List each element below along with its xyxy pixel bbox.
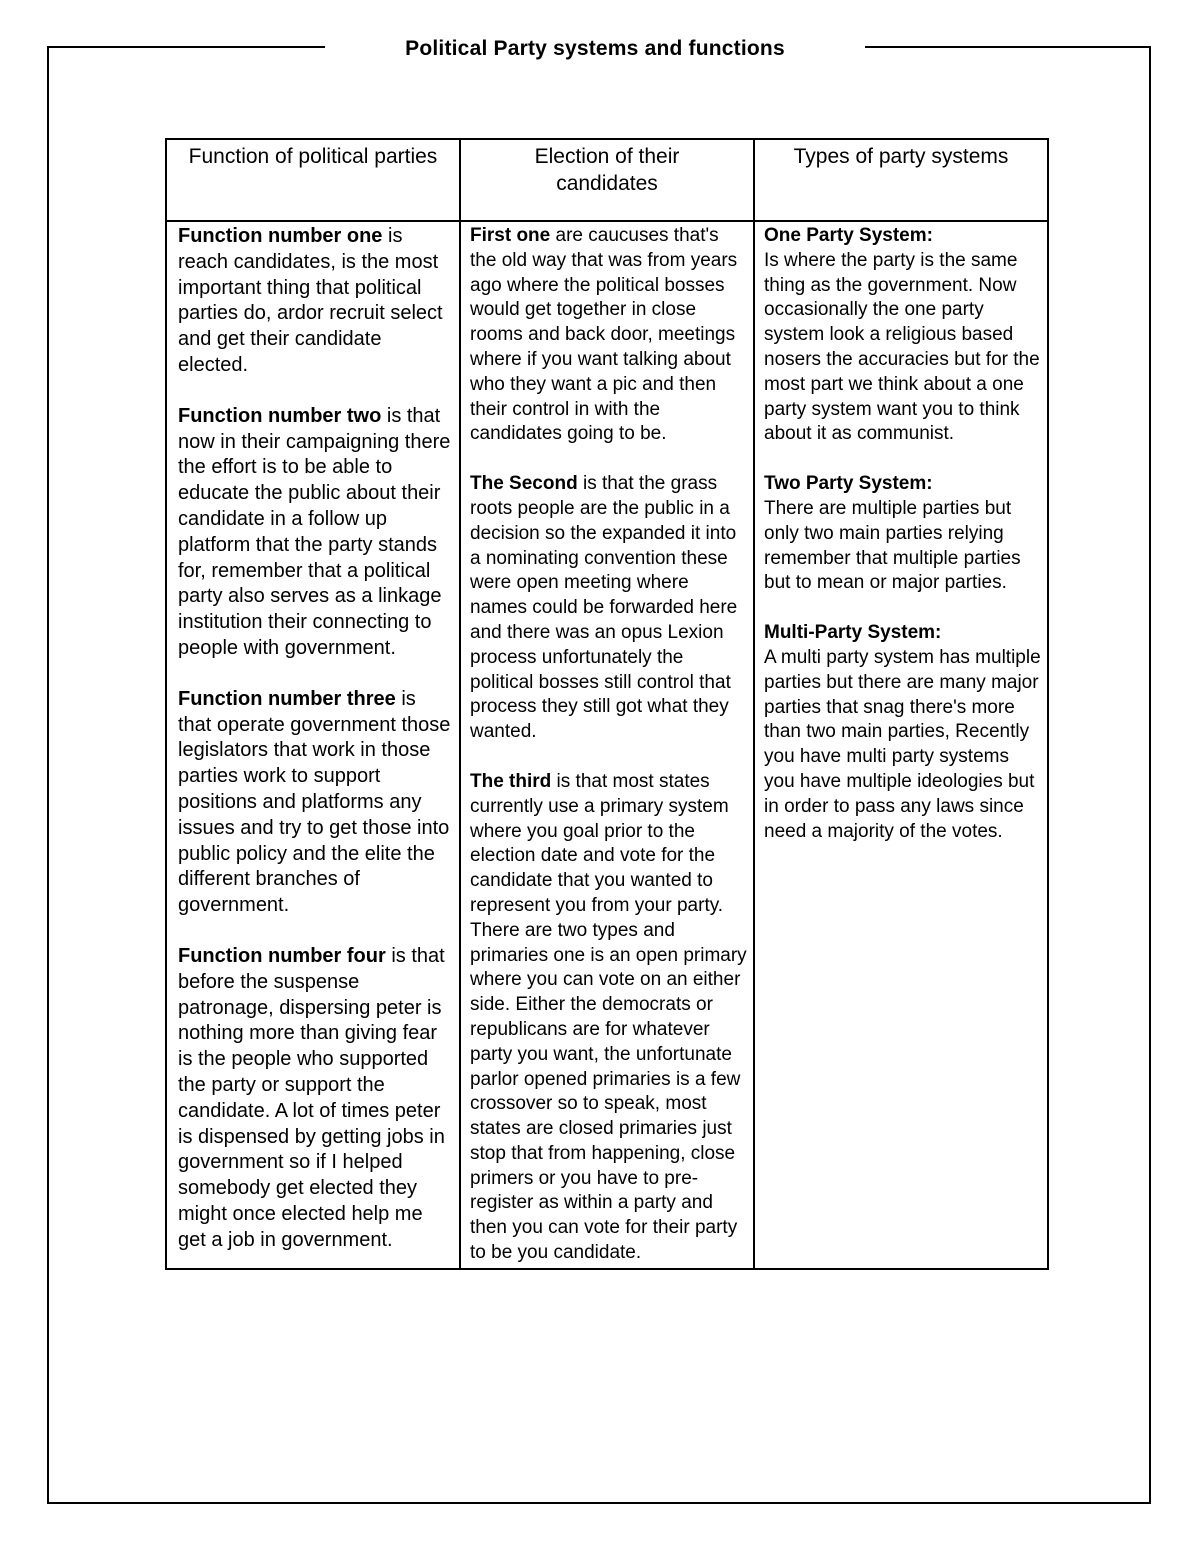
header-systems: Types of party systems bbox=[754, 139, 1048, 221]
election-primaries bbox=[470, 919, 749, 1266]
function-one-text: is reach candidates, is the most important thing that political parties do, ardor recruit select and get their candidate elected. bbox=[178, 225, 443, 376]
function-one bbox=[178, 224, 453, 379]
function-three-text: is that operate government those legislators that work in those parties work to support positions and platforms any issues and try to get those into public policy and the elite the different branches of government. bbox=[178, 687, 451, 917]
header-elections: Election of their candidates bbox=[460, 139, 754, 221]
election-third bbox=[470, 770, 749, 919]
table-header-row bbox=[166, 139, 1048, 221]
page-title: Political Party systems and functions bbox=[405, 37, 785, 60]
election-first-text: are caucuses that's the old way that was from years ago where the political bosses would get together in close rooms and back door, meetings where if you want talking about who they want a pic and then their control in with the candidates going to be. bbox=[470, 225, 738, 445]
system-multi-party bbox=[764, 621, 1043, 844]
election-third-lead: The third bbox=[470, 770, 552, 792]
function-three bbox=[178, 687, 453, 919]
function-four-lead: Function number four bbox=[178, 944, 386, 967]
table-body-row bbox=[166, 221, 1048, 1269]
function-two bbox=[178, 404, 453, 662]
function-four-text: is that before the suspense patronage, dispersing peter is nothing more than giving fear is the people who supported the party or support the candidate. A lot of times peter is dispensed by getting jobs in government so if I helped somebody get elected they might once elected help me get a job in government. bbox=[178, 944, 445, 1251]
party-table bbox=[165, 138, 1049, 1270]
title-container bbox=[325, 34, 865, 64]
system-multi-party-lead: Multi-Party System: bbox=[764, 622, 942, 644]
header-functions: Function of political parties bbox=[166, 139, 460, 221]
function-two-lead: Function number two bbox=[178, 404, 382, 427]
elections-cell bbox=[460, 221, 754, 1269]
election-second-lead: The Second bbox=[470, 473, 578, 495]
systems-cell bbox=[754, 221, 1048, 1269]
election-primaries-text: There are two types and primaries one is an open primary where you can vote on an either side. Either the democrats or republicans are for whatever party you want, the unfortunate parlor opened primaries is a few crossover so to speak, most states are closed primaries just stop that from happening, close primers or you have to pre-register as within a party and then you can vote for their party to be you candidate. bbox=[470, 919, 747, 1264]
election-first-lead: First one bbox=[470, 225, 551, 246]
function-one-lead: Function number one bbox=[178, 225, 383, 247]
system-one-party-lead: One Party System: bbox=[764, 225, 933, 246]
system-one-party bbox=[764, 224, 1043, 447]
election-third-text: is that most states currently use a primary system where you goal prior to the election date and vote for the candidate that you wanted to represent you from your party. bbox=[470, 770, 729, 916]
function-two-text: is that now in their campaigning there the effort is to be able to educate the public about their candidate in a follow up platform that the party stands for, remember that a political party also serves as a linkage institution their connecting to people with government. bbox=[178, 404, 451, 659]
functions-cell bbox=[166, 221, 460, 1269]
system-two-party bbox=[764, 472, 1043, 596]
system-multi-party-text: A multi party system has multiple parties but there are many major parties that snag there's more than two main parties, Recently you have multi party systems you have multiple ideologies but in order to pass any laws since need a majority of the votes. bbox=[764, 646, 1041, 842]
system-one-party-text: Is where the party is the same thing as the government. Now occasionally the one party system look a religious based nosers the accuracies but for the most part we think about a one party system want you to think about it as communist. bbox=[764, 249, 1040, 445]
function-four bbox=[178, 944, 453, 1254]
function-three-lead: Function number three bbox=[178, 687, 396, 710]
election-first bbox=[470, 224, 749, 447]
election-second bbox=[470, 472, 749, 745]
system-two-party-lead: Two Party System: bbox=[764, 473, 933, 495]
system-two-party-text: There are multiple parties but only two main parties relying remember that multiple parties but to mean or major parties. bbox=[764, 497, 1021, 594]
election-second-text: is that the grass roots people are the public in a decision so the expanded it into a nominating convention these were open meeting where names could be forwarded here and there was an opus Lexion process unfortunately the political bosses still control that process they still got what they wanted. bbox=[470, 473, 738, 743]
